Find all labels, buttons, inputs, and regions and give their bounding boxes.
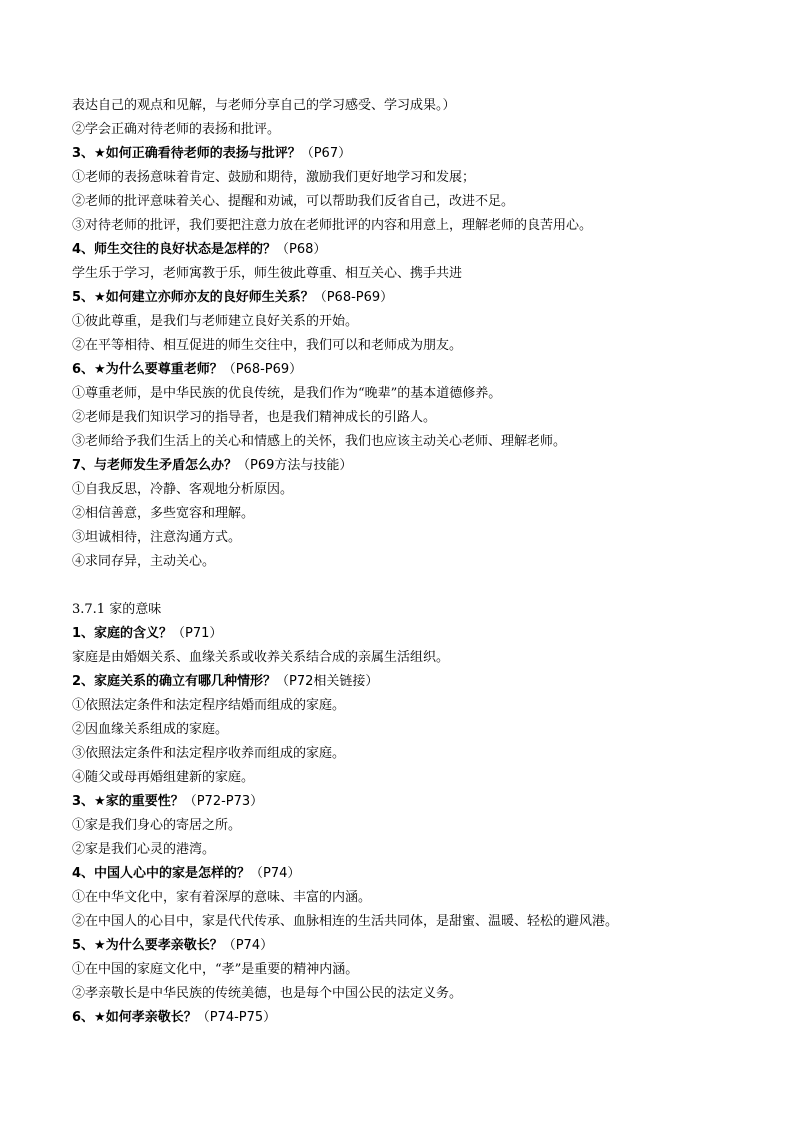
intro-line: ②学会正确对待老师的表扬和批评。 <box>72 122 281 137</box>
answer-line: ②相信善意，多些宽容和理解。 <box>72 506 255 521</box>
answer-line: ④求同存异，主动关心。 <box>72 554 216 569</box>
page-reference: （P74） <box>222 938 274 953</box>
answer-line: ④随父或母再婚组建新的家庭。 <box>72 770 255 785</box>
answer-line: ③老师给予我们生活上的关心和情感上的关怀，我们也应该主动关心老师、理解老师。 <box>72 434 567 449</box>
blank-line <box>72 574 732 598</box>
question-title: 3、★家的重要性？ <box>72 794 184 809</box>
page-reference: （P72相关链接） <box>276 674 379 689</box>
question-heading <box>72 1006 732 1030</box>
document-body <box>72 94 732 1030</box>
page-reference: （P67） <box>300 146 352 161</box>
page-reference: （P74） <box>250 866 301 881</box>
page-reference: （P74-P75） <box>196 1010 277 1025</box>
answer-line: ①在中国的家庭文化中，“孝”是重要的精神内涵。 <box>72 962 359 977</box>
question-title: 6、★为什么要尊重老师？ <box>72 362 223 377</box>
answer-line: ③依照法定条件和法定程序收养而组成的家庭。 <box>72 746 346 761</box>
answer-line: ②孝亲敬长是中华民族的传统美德，也是每个中国公民的法定义务。 <box>72 986 463 1001</box>
question-title: 1、家庭的含义？ <box>72 626 173 641</box>
answer-line: ①尊重老师，是中华民族的优良传统，是我们作为“晚辈”的基本道德修养。 <box>72 386 502 401</box>
question-heading <box>72 286 732 310</box>
answer-line: ①彼此尊重，是我们与老师建立良好关系的开始。 <box>72 314 359 329</box>
question-title: 2、家庭关系的确立有哪几种情形？ <box>72 674 277 689</box>
answer-line: ③对待老师的批评，我们要把注意力放在老师批评的内容和用意上，理解老师的良苦用心。 <box>72 218 593 233</box>
answer-line: ②在平等相待、相互促进的师生交往中，我们可以和老师成为朋友。 <box>72 338 463 353</box>
page-reference: （P68-P69） <box>222 362 303 377</box>
answer-line: ①家是我们身心的寄居之所。 <box>72 818 242 833</box>
question-title: 5、★如何建立亦师亦友的良好师生关系？ <box>72 290 314 305</box>
answer-line: 学生乐于学习，老师寓教于乐，师生彼此尊重、相互关心、携手共进 <box>72 266 463 281</box>
page-reference: （P68） <box>276 242 327 257</box>
answer-line: ①在中华文化中，家有着深厚的意味、丰富的内涵。 <box>72 890 372 905</box>
question-heading <box>72 862 732 886</box>
answer-line: ②家是我们心灵的港湾。 <box>72 842 216 857</box>
question-heading <box>72 238 732 262</box>
page-reference: （P68-P69） <box>313 290 394 305</box>
question-heading <box>72 934 732 958</box>
answer-line: ①自我反思，冷静、客观地分析原因。 <box>72 482 294 497</box>
question-heading <box>72 790 732 814</box>
section-title: 3.7.1 家的意味 <box>72 602 162 617</box>
question-title: 5、★为什么要孝亲敬长？ <box>72 938 223 953</box>
intro-line: 表达自己的观点和见解，与老师分享自己的学习感受、学习成果。） <box>72 98 456 113</box>
answer-line: ①依照法定条件和法定程序结婚而组成的家庭。 <box>72 698 346 713</box>
question-heading <box>72 142 732 166</box>
page-reference: （P69方法与技能） <box>237 458 353 473</box>
answer-line: ②因血缘关系组成的家庭。 <box>72 722 229 737</box>
question-title: 4、师生交往的良好状态是怎样的？ <box>72 242 277 257</box>
question-heading <box>72 670 732 694</box>
question-title: 3、★如何正确看待老师的表扬与批评？ <box>72 146 301 161</box>
page-reference: （P71） <box>172 626 223 641</box>
answer-line: ①老师的表扬意味着肯定、鼓励和期待，激励我们更好地学习和发展； <box>72 170 476 185</box>
question-heading <box>72 454 732 478</box>
question-heading <box>72 622 732 646</box>
question-title: 7、与老师发生矛盾怎么办？ <box>72 458 238 473</box>
answer-line: ②老师是我们知识学习的指导者，也是我们精神成长的引路人。 <box>72 410 437 425</box>
answer-line: ②在中国人的心目中，家是代代传承、血脉相连的生活共同体，是甜蜜、温暖、轻松的避风港。 <box>72 914 619 929</box>
answer-line: 家庭是由婚姻关系、血缘关系或收养关系结合成的亲属生活组织。 <box>72 650 450 665</box>
question-title: 4、中国人心中的家是怎样的？ <box>72 866 251 881</box>
question-heading <box>72 358 732 382</box>
question-title: 6、★如何孝亲敬长？ <box>72 1010 197 1025</box>
answer-line: ③坦诚相待，注意沟通方式。 <box>72 530 242 545</box>
page-reference: （P72-P73） <box>183 794 264 809</box>
answer-line: ②老师的批评意味着关心、提醒和劝诫，可以帮助我们反省自己，改进不足。 <box>72 194 515 209</box>
